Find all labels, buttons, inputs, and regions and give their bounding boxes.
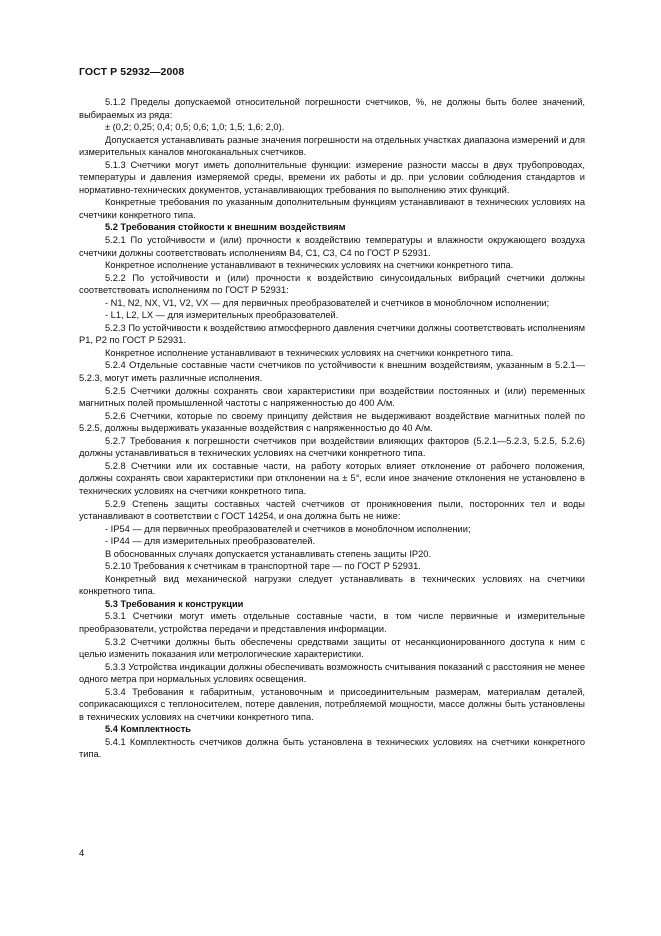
paragraph: 5.4.1 Комплектность счетчиков должна быть установлена в технических условиях на счетчики конкретного типа. [79,736,585,760]
paragraph: 5.3.1 Счетчики могут иметь отдельные составные части, в том числе первичные и измерительные преобразователи, устройства передачи и представления информации. [79,611,585,634]
paragraph: 5.1.2 Пределы допускаемой относительной погрешности счетчиков, %, не должны быть более значений, выбираемых из ряда: [79,97,585,120]
paragraph: ± (0,2; 0,25; 0,4; 0,5; 0,6; 1,0; 1,5; 1,6; 2,0). [105,122,285,133]
paragraph: 5.1.3 Счетчики могут иметь дополнительные функции: измерение разности массы в двух трубопроводах, температуры и давления измеряемой среды, времени их работы и др. при условии соблюдения стандартов и нормативно-технических документов, устанавливающих требования по выполнению этих функций. [79,159,585,195]
section-heading: 5.4 Комплектность [105,724,192,735]
list-item: - L1, L2, LX — для измерительных преобразователей. [105,310,339,321]
paragraph: 5.2.3 По устойчивости к воздействию атмосферного давления счетчики должны соответствовать исполнениям Р1, Р2 по ГОСТ Р 52931. [79,322,585,346]
document-header: ГОСТ Р 52932—2008 [79,66,185,78]
paragraph: 5.2.5 Счетчики должны сохранять свои характеристики при воздействии постоянных и (или) переменных магнитных полей промышленной частоты с напряженностью до 400 А/м. [79,385,585,409]
paragraph: 5.2.2 По устойчивости и (или) прочности к воздействию синусоидальных вибраций счетчики должны соответствовать исполнениям по ГОСТ Р 52931: [79,272,585,296]
paragraph: Конкретное исполнение устанавливают в технических условиях на счетчики конкретного типа. [105,260,514,271]
paragraph: Конкретный вид механической нагрузки следует устанавливать в технических условиях на счетчики конкретного типа. [79,573,585,597]
paragraph: Конкретные требования по указанным дополнительным функциям устанавливают в технических условиях на счетчики конкретного типа. [79,197,585,220]
section-heading: 5.2 Требования стойкости к внешним воздействиям [105,222,346,233]
list-item: - IP54 — для первичных преобразователей и счетчиков в моноблочном исполнении; [105,523,471,534]
page-number: 4 [79,848,85,859]
paragraph: Конкретное исполнение устанавливают в технических условиях на счетчики конкретного типа. [105,347,514,358]
paragraph: 5.3.4 Требования к габаритным, установочным и присоединительным размерам, материалам деталей, соприкасающихся с теплоносителем, потере давления, потребляемой мощности, массе должны быть установлены в технических условиях на счетчики конкретного типа. [79,686,585,722]
paragraph: 5.2.9 Степень защиты составных частей счетчиков от проникновения пыли, посторонних тел и воды устанавливают в соответствии с ГОСТ 14254, и она должна быть не ниже: [79,498,585,522]
paragraph: 5.2.4 Отдельные составные части счетчиков по устойчивости к внешним воздействиям, указанным в 5.2.1—5.2.3, могут иметь различные исполнения. [79,360,585,384]
list-item: - N1, N2, NX, V1, V2, VX — для первичных преобразователей и счетчиков в моноблочном исполнении; [105,297,550,308]
paragraph: 5.2.8 Счетчики или их составные части, на работу которых влияет отклонение от рабочего положения, должны сохранять свои характеристики при отклонении на ± 5°, если иное значение отклонения не установлено в технических условиях на счетчики конкретного типа. [79,460,585,496]
paragraph: 5.2.10 Требования к счетчикам в транспортной таре — по ГОСТ Р 52931. [105,561,421,572]
document-body [79,96,585,761]
paragraph: Допускается устанавливать разные значения погрешности на отдельных участках диапазона измерений и для измерительных каналов многоканальных счетчиков. [79,134,585,158]
section-heading: 5.3 Требования к конструкции [105,598,244,609]
paragraph: В обоснованных случаях допускается устанавливать степень защиты IP20. [105,548,432,559]
paragraph: 5.3.3 Устройства индикации должны обеспечивать возможность считывания показаний с расстояния не менее одного метра при нормальных условиях освещения. [79,661,585,685]
paragraph: 5.2.7 Требования к погрешности счетчиков при воздействии влияющих факторов (5.2.1—5.2.3, 5.2.5, 5.2.6) должны устанавливаться в технических условиях на счетчики конкретного типа. [79,435,585,459]
paragraph: 5.2.1 По устойчивости и (или) прочности к воздействию температуры и влажности окружающего воздуха счетчики должны соответствовать исполнениям В4, С1, С3, С4 по ГОСТ Р 52931. [79,235,585,258]
paragraph: 5.2.6 Счетчики, которые по своему принципу действия не выдерживают воздействие магнитных полей по 5.2.5, должны выдерживать указанные воздействия с напряженностью до 40 А/м. [79,410,585,434]
list-item: - IP44 — для измерительных преобразователей. [105,536,316,547]
paragraph: 5.3.2 Счетчики должны быть обеспечены средствами защиты от несанкционированного доступа к ним с целью изменить показания или метрологические характеристики. [79,636,585,660]
